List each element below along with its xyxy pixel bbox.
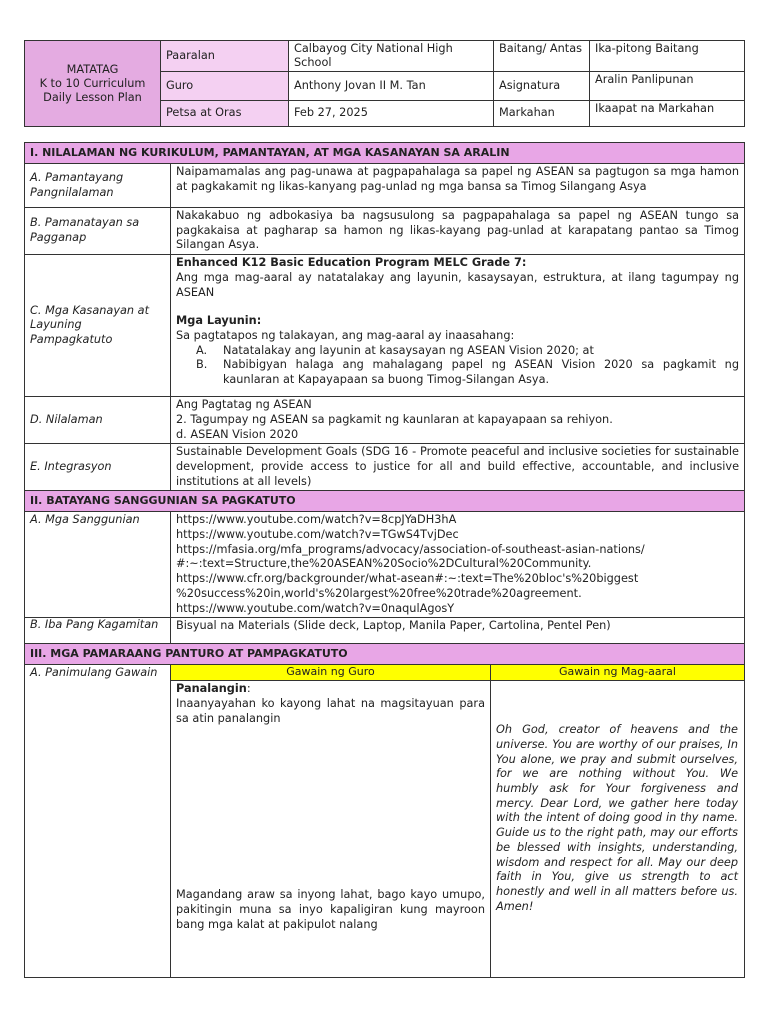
- pamantayang-pangnilalaman-label: A. Pamantayang Pangnilalaman: [25, 164, 171, 208]
- panalangin-colon: :: [246, 682, 251, 696]
- kagamitan-text: Bisyual na Materials (Slide deck, Laptop, Manila Paper, Cartolina, Pentel Pen): [171, 618, 745, 644]
- melc-title: Enhanced K12 Basic Education Program MELC Grade 7:: [176, 256, 527, 270]
- gawain-magaaral-content: [491, 681, 745, 978]
- nilalaman-line: d. ASEAN Vision 2020: [176, 427, 299, 441]
- panalangin-title: Panalangin: [176, 682, 247, 696]
- layunin-text: Nabibigyan halaga ang mahalagang papel ng ASEAN Vision 2020 sa pagkamit ng kaunlaran at Kapayapaan sa buong Timog-Silangan Asya.: [223, 358, 740, 387]
- layunin-title: Mga Layunin:: [176, 314, 262, 328]
- petsa-value: Feb 27, 2025: [289, 101, 494, 127]
- gawain-guro-header: Gawain ng Guro: [171, 665, 491, 681]
- petsa-label: Petsa at Oras: [161, 101, 289, 127]
- reference-link-continued[interactable]: #:~:text=Structure,the%20ASEAN%20Socio%2DCultural%20Community.: [176, 557, 592, 571]
- layunin-item: [176, 358, 739, 387]
- layunin-text: Natatalakay ang layunin at kasaysayan ng ASEAN Vision 2020; at: [223, 343, 594, 357]
- section-1-title: I. NILALAMAN NG KURIKULUM, PAMANTAYAN, AT MGA KASANAYAN SA ARALIN: [25, 143, 745, 164]
- reference-link-continued[interactable]: %20success%20in,world's%20largest%20free%20trade%20agreement.: [176, 586, 582, 600]
- asignatura-label: Asignatura: [494, 72, 590, 101]
- dlp-title: [25, 41, 161, 127]
- reference-link[interactable]: https://www.youtube.com/watch?v=8cpJYaDH3hA: [176, 513, 457, 527]
- pamantayang-pangnilalaman-text: Naipamamalas ang pag-unawa at pagpapahalaga sa papel ng ASEAN sa pagtugon sa mga hamon at pagkakamit ng likas-kanyang pag-unlad ng mga bansa sa Timog Silangang Asya: [171, 164, 745, 208]
- header-table: [24, 40, 745, 127]
- dlp-title-line-1: MATATAG: [66, 62, 119, 76]
- nilalaman-label: D. Nilalaman: [25, 397, 171, 444]
- sanggunian-label: A. Mga Sanggunian: [25, 512, 171, 618]
- pamantayan-pagganap-label: B. Pamanatayan sa Pagganap: [25, 208, 171, 255]
- layunin-marker: A.: [196, 343, 208, 357]
- paaralan-label: Paaralan: [161, 41, 289, 72]
- reference-link[interactable]: https://www.youtube.com/watch?v=TGwS4TvjDec: [176, 528, 459, 542]
- guro-value: Anthony Jovan II M. Tan: [289, 72, 494, 101]
- kasanayan-layunin-label: C. Mga Kasanayan at Layuning Pampagkatuto: [25, 255, 171, 397]
- guro-label: Guro: [161, 72, 289, 101]
- reference-link[interactable]: https://www.youtube.com/watch?v=0naqulAgosY: [176, 601, 455, 615]
- greeting-text: Magandang araw sa inyong lahat, bago kayo umupo, pakitingin muna sa inyo kapaligiran kung mayroon bang mga kalat at pakipulot nalang: [176, 888, 485, 931]
- dlp-title-line-2: K to 10 Curriculum: [39, 76, 146, 90]
- section-2-title: II. BATAYANG SANGGUNIAN SA PAGKATUTO: [25, 491, 745, 512]
- integrasyon-text: Sustainable Development Goals (SDG 16 - Promote peaceful and inclusive societies for sustainable development, provide access to justice for all and build effective, accountable, and inclusive institutions at all levels): [171, 444, 745, 491]
- layunin-intro: Sa pagtatapos ng talakayan, ang mag-aaral ay inaasahang:: [176, 328, 515, 342]
- dlp-title-line-3: Daily Lesson Plan: [43, 90, 142, 104]
- lesson-plan-table: [24, 142, 745, 978]
- markahan-value: Ikaapat na Markahan: [590, 101, 745, 127]
- nilalaman-content: [171, 397, 745, 444]
- paaralan-value: Calbayog City National High School: [289, 41, 494, 72]
- baitang-value: Ika-pitong Baitang: [590, 41, 745, 72]
- panimulang-gawain-label: A. Panimulang Gawain: [25, 665, 171, 978]
- gawain-guro-content: [171, 681, 491, 978]
- asignatura-value: Aralin Panlipunan: [590, 72, 745, 101]
- nilalaman-line: Ang Pagtatag ng ASEAN: [176, 398, 312, 412]
- panalangin-text: Inaanyayahan ko kayong lahat na magsitayuan para sa atin panalangin: [176, 696, 485, 725]
- markahan-label: Markahan: [494, 101, 590, 127]
- baitang-label: Baitang/ Antas: [494, 41, 590, 72]
- layunin-item: [176, 344, 739, 359]
- gawain-magaaral-header: Gawain ng Mag-aaral: [491, 665, 745, 681]
- sanggunian-links: [171, 512, 745, 618]
- prayer-text: Oh God, creator of heavens and the universe. You are worthy of our praises, In You alone, we pray and submit ourselves, for we are nothing without You. We humbly ask for Your forgiveness and mercy. Dear Lord, we gather here today with the intent of doing good in thy name. Guide us to the right path, may our efforts be blessed with insights, understanding, wisdom and respect for all. May our deep faith in You, give us strength to act honestly and well in all matters before us. Amen!: [496, 723, 739, 913]
- reference-link[interactable]: https://mfasia.org/mfa_programs/advocacy/association-of-southeast-asian-nations/: [176, 542, 645, 556]
- melc-text: Ang mga mag-aaral ay natatalakay ang layunin, kasaysayan, estruktura, at ilang tagumpay ng ASEAN: [176, 270, 740, 299]
- integrasyon-label: E. Integrasyon: [25, 444, 171, 491]
- nilalaman-line: 2. Tagumpay ng ASEAN sa pagkamit ng kaunlaran at kapayapaan sa rehiyon.: [176, 412, 613, 426]
- layunin-marker: B.: [196, 358, 208, 372]
- layunin-list: [176, 344, 739, 388]
- kagamitan-label: B. Iba Pang Kagamitan: [25, 618, 171, 644]
- kasanayan-layunin-content: [171, 255, 745, 397]
- pamantayan-pagganap-text: Nakakabuo ng adbokasiya ba nagsusulong sa pagpapahalaga sa papel ng ASEAN tungo sa pagkakaisa at pagharap sa hamon ng likas-kayang pag-unlad at karapatang pantao sa Timog Silangan Asya.: [171, 208, 745, 255]
- panalangin-heading: [176, 682, 485, 697]
- reference-link[interactable]: https://www.cfr.org/backgrounder/what-asean#:~:text=The%20bloc's%20biggest: [176, 572, 639, 586]
- section-3-title: III. MGA PAMARAANG PANTURO AT PAMPAGKATUTO: [25, 644, 745, 665]
